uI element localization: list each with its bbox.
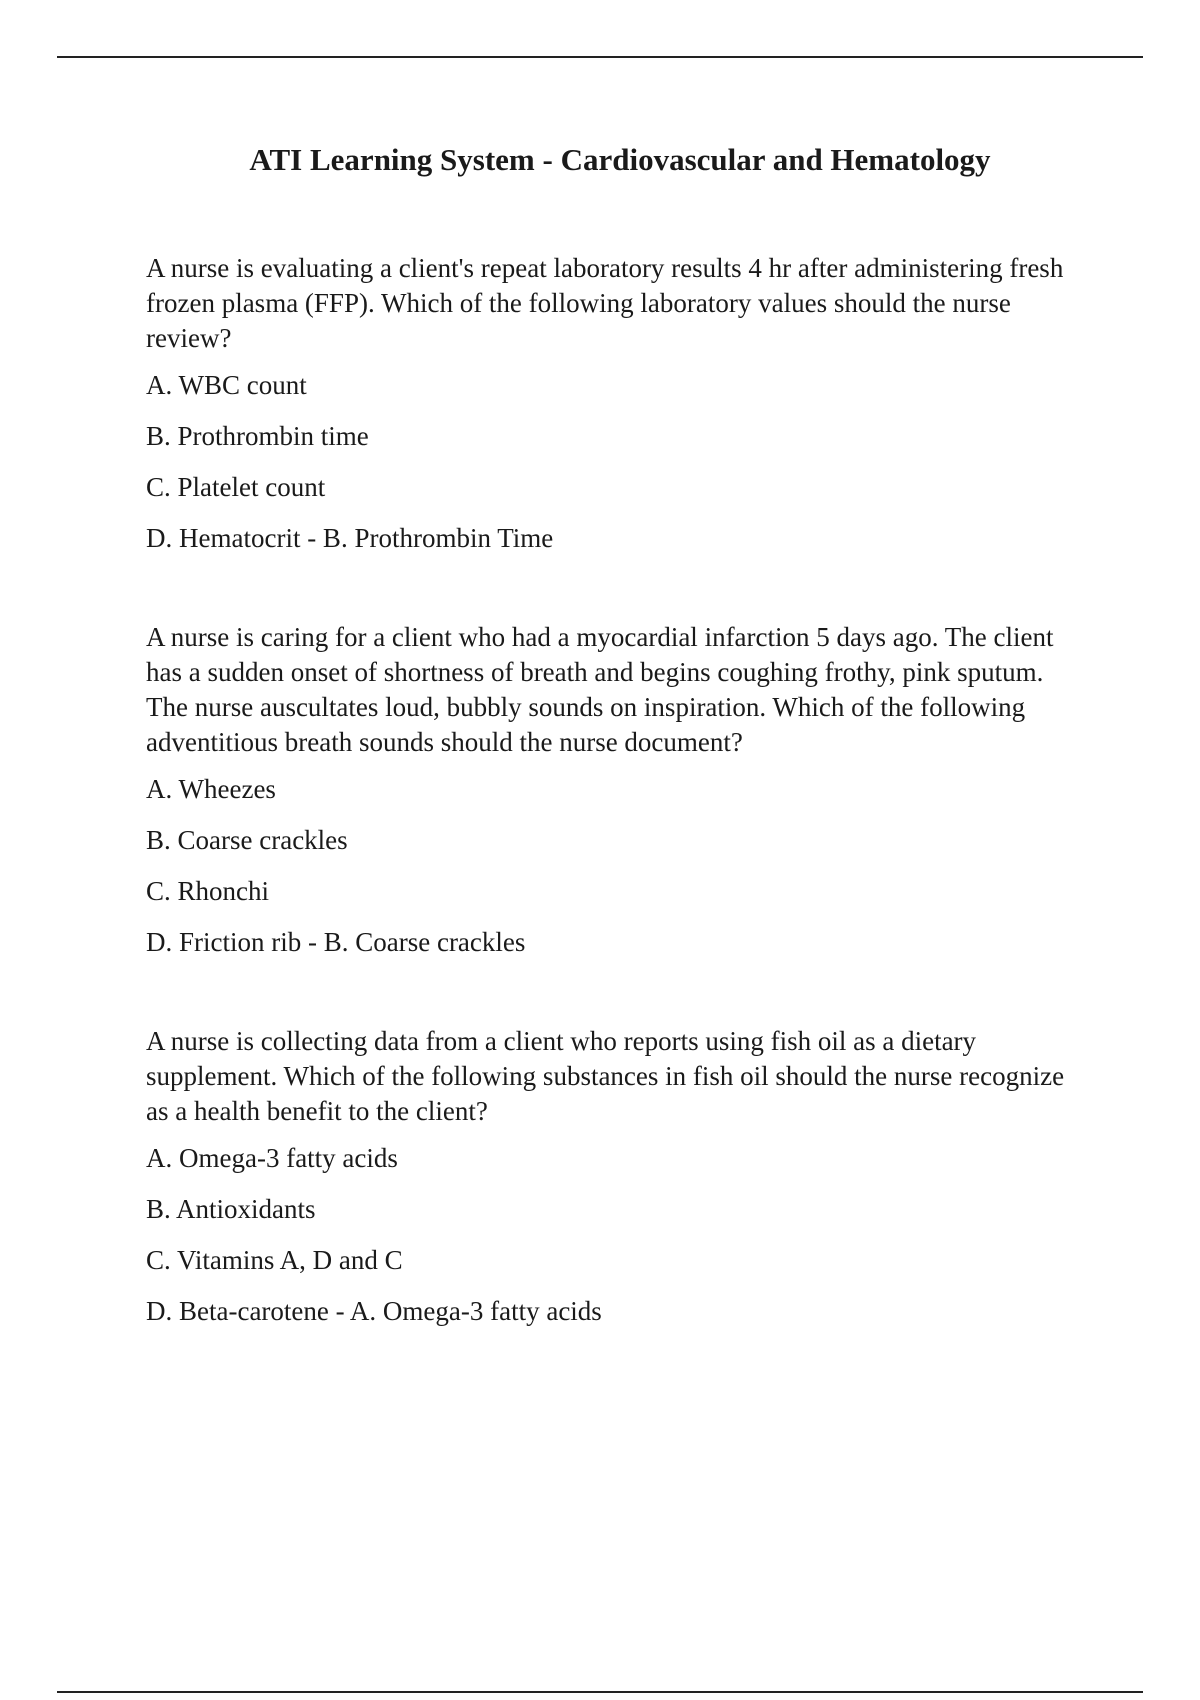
answer-option-b: B. Antioxidants <box>146 1194 316 1224</box>
answer-option-c: C. Platelet count <box>146 472 326 502</box>
answer-option-a: A. Wheezes <box>146 774 276 804</box>
answer-option-c: C. Vitamins A, D and C <box>146 1245 403 1275</box>
answer-option-d: D. Friction rib - B. Coarse crackles <box>146 927 526 957</box>
question-1 <box>146 251 1076 556</box>
question-list <box>146 251 1076 1393</box>
question-3 <box>146 1024 1076 1329</box>
answer-option-d: D. Hematocrit - B. Prothrombin Time <box>146 523 554 553</box>
answer-option-d: D. Beta-carotene - A. Omega-3 fatty acids <box>146 1296 602 1326</box>
question-stem: A nurse is caring for a client who had a myocardial infarction 5 days ago. The client has a sudden onset of shortness of breath and begins coughing frothy, pink sputum. The nurse auscultates loud, bubbly sounds on inspiration. Which of the following adventitious breath sounds should the nurse document? <box>146 622 1054 757</box>
question-2 <box>146 620 1076 960</box>
top-rule <box>57 56 1143 58</box>
answer-option-a: A. WBC count <box>146 370 307 400</box>
answer-option-b: B. Prothrombin time <box>146 421 369 451</box>
question-stem: A nurse is collecting data from a client who reports using fish oil as a dietary supplement. Which of the following substances in fish oil should the nurse recognize as a health benefit to the client? <box>146 1026 1065 1126</box>
answer-option-b: B. Coarse crackles <box>146 825 348 855</box>
answer-option-a: A. Omega-3 fatty acids <box>146 1143 398 1173</box>
answer-option-c: C. Rhonchi <box>146 876 270 906</box>
question-stem: A nurse is evaluating a client's repeat laboratory results 4 hr after administering fresh frozen plasma (FFP). Which of the following laboratory values should the nurse review? <box>146 253 1064 353</box>
bottom-rule <box>57 1691 1143 1693</box>
page-title: ATI Learning System - Cardiovascular and Hematology <box>249 142 991 177</box>
